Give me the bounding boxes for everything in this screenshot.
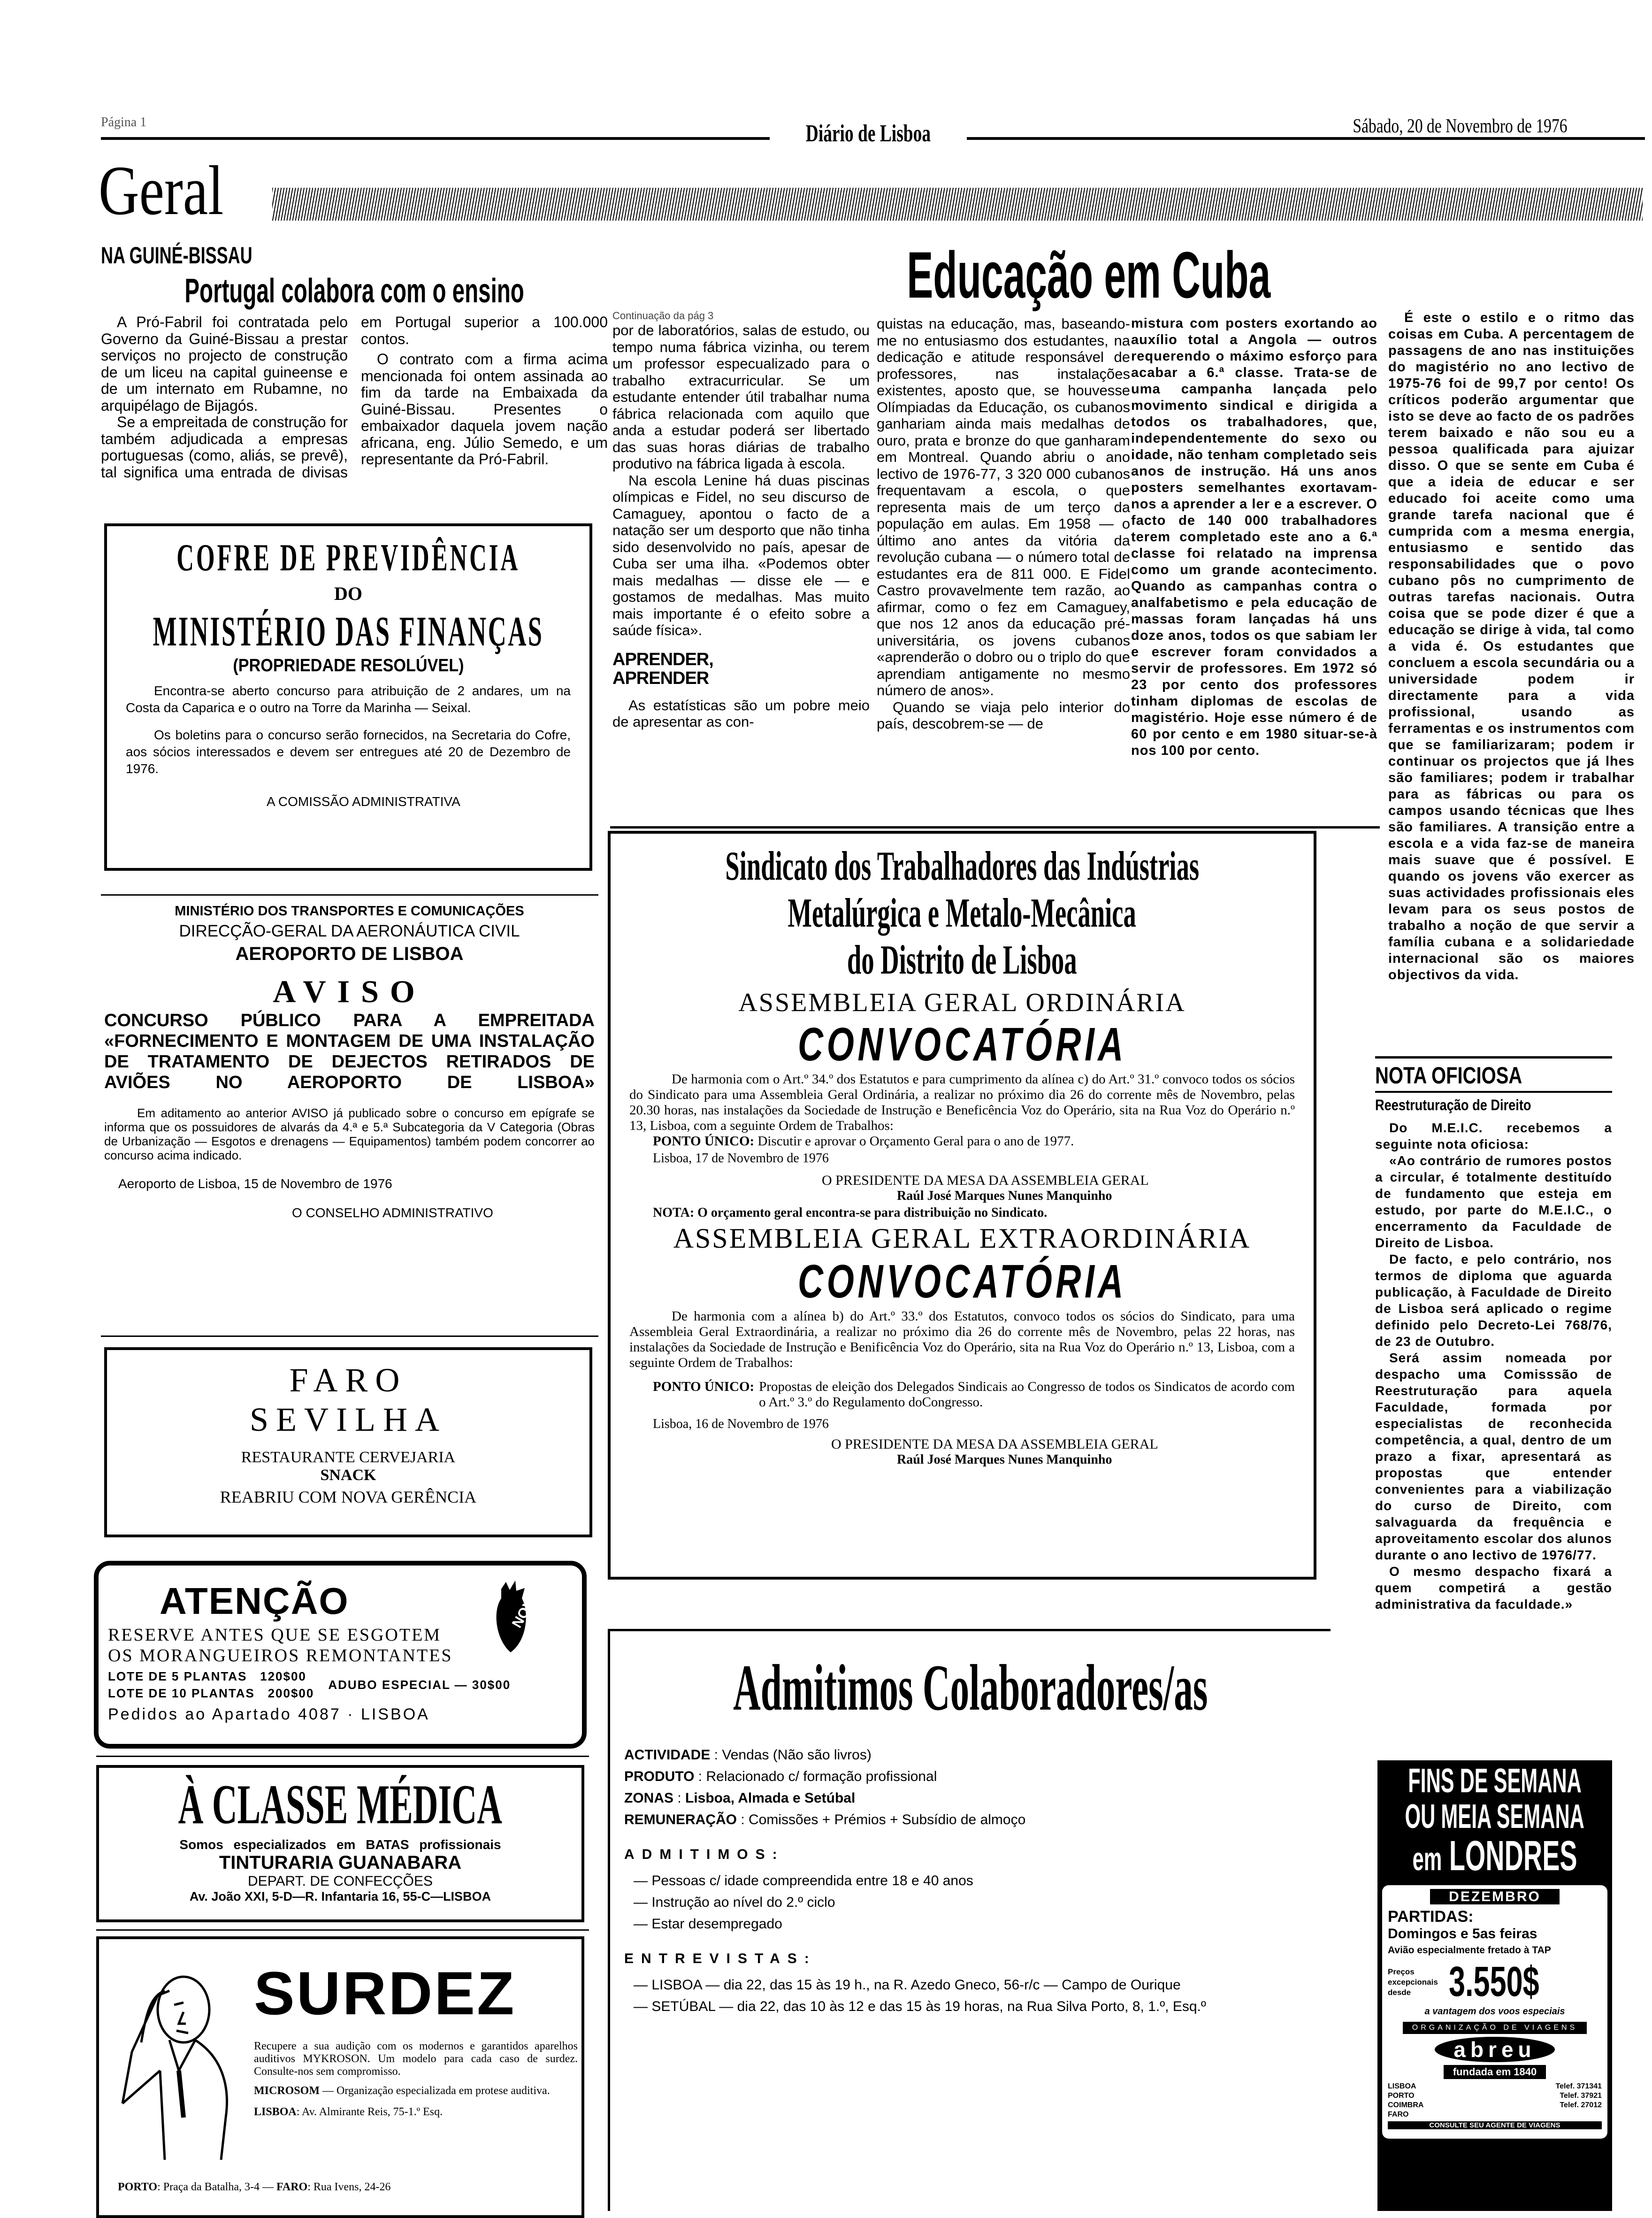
address: : Praça da Batalha, 3-4 — [157, 2181, 276, 2193]
guine-paragraph: Se a empreitada de construção for também adjudicada a empresas portuguesas (como, aliás, se prevê), tal significa uma entrada de divisas em Portugal superior a 100.000 contos. [101, 314, 608, 481]
faro-line: FARO [289, 1361, 407, 1399]
londres-days: Domingos e 5as feiras [1388, 1926, 1537, 1942]
cuba-title [873, 237, 1305, 313]
faro-snack: SNACK [320, 1466, 376, 1484]
column-rule [610, 826, 1380, 829]
ad-divider [101, 1335, 598, 1337]
cofre-ad [104, 523, 592, 871]
extraordinary-agenda [653, 1379, 1295, 1410]
office-city: PORTO [1388, 2092, 1415, 2100]
cuba-paragraph: As estatísticas são um pobre meio de apresentar as con- [612, 697, 870, 730]
ponto-label: PONTO ÚNICO: [653, 1379, 755, 1394]
lot-label: LOTE DE 10 PLANTAS [108, 1686, 255, 1700]
city-label: PORTO [118, 2181, 158, 2193]
sindicato-ad [608, 831, 1316, 1580]
president-name: Raúl José Marques Nunes Manquinho [897, 1189, 1112, 1203]
londres-price-label: Preços excepcionais desde [1388, 1967, 1438, 1997]
atencao-line: OS MORANGUEIROS REMONTANTES [108, 1646, 453, 1665]
cuba-column-2 [877, 315, 1130, 732]
office-row [1388, 2110, 1602, 2119]
field-value: Comissões + Prémios + Subsídio de almoço [749, 1812, 1026, 1827]
field-value: Vendas (Não são livros) [722, 1747, 872, 1763]
sindicato-title: Sindicato dos Trabalhadores das Indústrias [725, 844, 1199, 889]
job-field: ZONAS : Lisboa, Almada e Setúbal [624, 1790, 856, 1806]
ponto-label: PONTO ÚNICO: [653, 1134, 755, 1149]
field-value: Lisboa, Almada e Setúbal [685, 1790, 856, 1806]
sindicato-title: Metalúrgica e Metalo-Mecânica [788, 890, 1137, 936]
aeroporto-direction: DIRECÇÃO-GERAL DA AERONÁUTICA CIVIL [179, 922, 520, 940]
surdez-title: SURDEZ [254, 1959, 516, 2027]
office-row [1388, 2091, 1602, 2101]
cuba-paragraph: por de laboratórios, salas de estudo, ou tempo numa fábrica vizinha, ou terem um professor especualizado para o trabalho extracurricular. Se um estudante entender útil trabalhar numa fábrica relacionada com aquilo que anda a estudar poderá ser libertado das suas horas diárias de trabalho produtivo na fábrica ligada à escola. [612, 322, 870, 472]
abreu-founded: fundada em 1840 [1444, 2065, 1546, 2079]
ordinary-agenda [653, 1134, 1295, 1149]
londres-footer: CONSULTE SEU AGENTE DE VIAGENS [1388, 2121, 1602, 2129]
londres-price: 3.550$ [1449, 1958, 1539, 2005]
aviso-body: Em aditamento ao anterior AVISO já publicado sobre o concurso em epígrafe se informa que os possuidores de alvarás da 4.ª e 5.ª Subcategoria da V Categoria (Obras de Urbanização — Esgotos e drenagens — Equipamentos) também podem concorrer ao concurso acima indicado. [104, 1106, 595, 1162]
address: : Av. Almirante Reis, 75-1.º Esq. [296, 2106, 443, 2118]
office-phone: Telef. 37921 [1560, 2092, 1602, 2100]
atencao-orders: Pedidos ao Apartado 4087 · LISBOA [108, 1705, 430, 1723]
nota-paragraph: «Ao contrário de rumores postos a circular, é totalmente destituído de fundamento que esteja em estudo, por parte do M.E.I.C., o encerramento da Faculdade de Direito de Lisboa. [1375, 1153, 1612, 1250]
atencao-title: ATENÇÃO [160, 1580, 349, 1622]
londres-line: OU MEIA SEMANA [1405, 1798, 1585, 1835]
sindicato-nota: NOTA: O orçamento geral encontra-se para distribuição no Sindicato. [653, 1205, 1048, 1220]
nota-paragraph: De facto, e pelo contrário, nos termos de diploma que aguarda publicação, à Faculdade de Direito de Lisboa será aplicado o regime definido pelo Decreto-Lei 768/76, de 23 de Outubro. [1375, 1252, 1612, 1349]
job-field: REMUNERAÇÃO : Comissões + Prémios + Subsídio de almoço [624, 1812, 1026, 1827]
office-city: FARO [1388, 2111, 1409, 2118]
cuba-paragraph: quistas na educação, mas, baseando-me no entusiasmo dos estudantes, na dedicação e atitude responsável de professores, nas instalações existentes, aposto que, se houvesse Olímpiadas da Educação, os cubanos ganhariam ainda mais medalhas de ouro, prata e bronze do que ganharam em Montreal. Quando abriu o ano lectivo de 1976-77, 3 320 000 cubanos frequentavam a escola, o que representa mais de um terço da população em aulas. Em 1958 — o último ano antes da vitória da revolução cubana — o número total de estudantes era de 811 000. E Fidel Castro provavelmente tem razão, ao afirmar, como o fez em Camaguey, que nos 12 anos da educação pré-universitária, os jovens cubanos «aprenderão o dobro ou o triplo do que aprendiam antigamente no mesmo número de anos». [877, 315, 1130, 698]
admit-heading: ADMITIMOS: [624, 1847, 785, 1862]
office-row [1388, 2101, 1602, 2110]
cofre-paragraph: Os boletins para o concurso serão fornecidos, na Secretaria do Cofre, aos sócios interessados e devem ser entregues até 20 de Dezembro de 1976. [126, 728, 571, 776]
field-label: ACTIVIDADE [624, 1747, 711, 1763]
cuba-column-1 [612, 310, 870, 730]
ad-divider [96, 1756, 589, 1757]
ordinary-date: Lisboa, 17 de Novembro de 1976 [653, 1151, 829, 1166]
nota-paragraph: Será assim nomeada por despacho uma Comisssão de Reestruturação para aquela Faculdade, formada por especialistas de reconhecida competência, a qual, dentro de um prazo a fixar, apresentará as propostas que entender convenientes para a viabilização do curso de Direito, com salvaguarda da frequência e aproveitamento escolar dos alunos durante o ano lectivo de 1976/77. [1375, 1351, 1612, 1562]
office-phone: Telef. 27012 [1560, 2101, 1602, 2109]
city-label: FARO [276, 2181, 308, 2193]
cuba-subhead: APRENDER, APRENDER [612, 649, 713, 688]
masthead [770, 120, 967, 147]
cofre-title: COFRE DE PREVIDÊNCIA [176, 536, 520, 579]
ad-divider [101, 894, 598, 896]
atencao-ad [94, 1561, 587, 1749]
extraordinary-body: De harmonia com a alínea b) do Art.º 33.º dos Estatutos, convoco todos os sócios do Sindicato, para uma Assembleia Geral Extraordinária, a realizar no próximo dia 26 do corrente mês de Novembro, pelas 22 horas, nas instalações da Sociedade de Instrução e Benificência Voz do Operário, sita na Rua Voz do Operário n.º 13, Lisboa, com a seguinte Ordem de Trabalhos: [629, 1309, 1295, 1370]
issue-date-text: Sábado, 20 de Novembro de 1976 [1353, 115, 1568, 137]
cofre-paragraph: Encontra-se aberto concurso para atribuição de 2 andares, um na Costa da Caparica e o outro na Torre da Marinha — Seixal. [126, 683, 571, 715]
masthead-title: Diário de Lisboa [805, 120, 931, 147]
adubo-price: ADUBO ESPECIAL — 30$00 [328, 1677, 511, 1692]
aviso-headline: CONCURSO PÚBLICO PARA A EMPREITADA «FORNECIMENTO E MONTAGEM DE UMA INSTALAÇÃO DE TRATAMENTO DE DEJECTOS RETIRADOS DE AVIÕES NO AEROPORTO DE LISBOA» [104, 1011, 595, 1092]
field-label: ZONAS [624, 1790, 673, 1806]
job-field: ACTIVIDADE : Vendas (Não são livros) [624, 1747, 872, 1763]
issue-date [1305, 115, 1568, 138]
cofre-subtitle: (PROPRIEDADE RESOLÚVEL) [232, 656, 464, 675]
interview-heading: ENTREVISTAS: [624, 1951, 817, 1966]
faro-reopened: REABRIU COM NOVA GERÊNCIA [220, 1488, 477, 1506]
address: : Rua Ivens, 24-26 [307, 2181, 391, 2193]
londres-tagline: a vantagem dos voos especiais [1424, 2006, 1565, 2017]
londres-em: em [1412, 1841, 1442, 1877]
cofre-ministry: MINISTÉRIO DAS FINANÇAS [153, 608, 544, 655]
president-name: Raúl José Marques Nunes Manquinho [897, 1452, 1112, 1467]
agenda-text: Discutir e aprovar o Orçamento Geral para o ano de 1977. [757, 1134, 1074, 1149]
interview-text: LISBOA — dia 22, das 15 às 19 h., na R. Azedo Gneco, 56-r/c — Campo de Ourique [651, 1977, 1181, 1993]
office-row [1388, 2082, 1602, 2091]
ordinary-assembly-title: ASSEMBLEIA GERAL ORDINÁRIA [738, 988, 1186, 1017]
job-field: PRODUTO : Relacionado c/ formação profissional [624, 1769, 937, 1784]
guine-paragraph: A Pró-Fabril foi contratada pelo Governo da Guiné-Bissau a prestar serviços no projecto de construção de um liceu na capital guineense e de um internato em Rubamne, no arquipélago de Bijagós. [101, 314, 348, 414]
cuba-paragraph: mistura com posters exortando ao auxílio total a Angola — outros requerendo o máximo esforço para acabar a 6.ª classe. Trata-se de uma campanha lançada pelo movimento sindical e dirigida a todos os trabalhadores, que, independentemente do sexo ou idade, não tenham completado seis anos de instrução. Há uns anos posters semelhantes exortavam-nos a aprender a ler e a escrever. O facto de 140 000 trabalhadores terem completado este ano a 6.ª classe foi relatado na imprensa como um grande acontecimento. Quando as campanhas contra o analfabetismo e pela educação de massas foram lançadas há uns doze anos, todos os que sabiam ler e escrever foram convidados a servir de professores. Em 1972 só 23 por cento dos professores tinham diplomas de escolas de magistério. Hoje esse número é de 60 por cento e em 1980 situar-se-à nos 100 por cento. [1131, 316, 1377, 758]
convocatoria-heading: CONVOCATÓRIA [797, 1255, 1127, 1308]
surdez-paragraph [254, 2085, 578, 2097]
ordinary-body: De harmonia com o Art.º 34.º dos Estatutos e para cumprimento da alínea c) do Art.º 31.º convoco todos os sócios do Sindicato para uma Assembleia Geral Ordinária, a realizar no próximo dia 26 do corrente mês de Novembro, pelas 20.30 horas, nas instalações da Sociedade de Instrução e Beneficência Voz do Operário, sita na Rua Voz do Operário n.º 13, Lisboa, com a seguinte Ordem de Trabalhos: [629, 1072, 1295, 1133]
londres-city: LONDRES [1449, 1833, 1577, 1880]
field-label: PRODUTO [624, 1769, 695, 1784]
classe-medica-title: À CLASSE MÉDICA [178, 1773, 503, 1835]
agenda-text: Propostas de eleição dos Delegados Sindicais ao Congresso de todos os Sindicatos de acordo com o Art.º 3.º do Regulamento doCongresso. [759, 1379, 1295, 1410]
cofre-title-do: DO [334, 583, 362, 604]
interview-text: SETÚBAL — dia 22, das 10 às 12 e das 15 às 19 horas, na Rua Silva Porto, 8, 1.º, Esq.º [651, 1999, 1206, 2014]
lot-price: 120$00 [260, 1669, 306, 1683]
section-title-text: Geral [99, 152, 224, 230]
deaf-man-illustration-icon [113, 1963, 254, 2160]
londres-travel-ad [1377, 1760, 1612, 2211]
president-title: O PRESIDENTE DA MESA DA ASSEMBLEIA GERAL [822, 1173, 1149, 1188]
londres-org: ORGANIZAÇÃO DE VIAGENS [1403, 2022, 1587, 2034]
field-value: Relacionado c/ formação profissional [706, 1769, 937, 1784]
sindicato-title: do Distrito de Lisboa [847, 937, 1077, 983]
classe-medica-ad [96, 1765, 584, 1922]
cuba-title-text: Educação em Cuba [907, 238, 1271, 312]
aviso-dateline: Aeroporto de Lisboa, 15 de Novembro de 1976 [118, 1176, 392, 1191]
guine-kicker: NA GUINÉ-BISSAU [101, 242, 252, 269]
extraordinary-assembly-title: ASSEMBLEIA GERAL EXTRAORDINÁRIA [673, 1223, 1251, 1254]
novo-badge: NOVO [509, 1587, 543, 1631]
admit-item-text: Estar desempregado [651, 1916, 782, 1932]
admitimos-title: Admitimos Colaboradores/as [733, 1651, 1208, 1724]
aviso-signature: O CONSELHO ADMINISTRATIVO [292, 1205, 493, 1220]
ad-divider [96, 1929, 589, 1931]
guine-article [101, 242, 608, 481]
cuba-paragraph: É este o estilo e o ritmo das coisas em Cuba. A percentagem de passagens de ano nas instituições do magistério no ano lectivo de 1975-76 foi de 99,7 por cento! Os críticos poderão argumentar que isto se deve ao facto de os padrões terem baixado e não sou eu a pessoa qualificada para ajuizar disso. O que se sente em Cuba é que a ideia de educar e ser educado foi aceite como uma grande tarefa nacional que é cumprida com a mesma energia, entusiasmo e sentido das responsabilidades que o povo cubano pôs no cumprimento de outras tarefas nacionais. Outra coisa que se pode dizer é que a educação se dirige à vida, tal como a vida é. Os estudantes que concluem a escola secundária ou a universidade podem ir directamente para a vida profissional, usando as ferramentas e os instrumentos com que se familiarizaram; podem ir continuar os projectos que já lhes são familiares; podem ir trabalhar para as fábricas ou para os campos usando técnicas que lhes são familiares. A transição entre a escola e a vida faz-se de maneira mais suave que é possível. E quando os jovens vão exercer as suas actividades profissionais eles levam para os seus postos de trabalho a noção de que servir a família cubana e a solidariedade internacional são os maiores objectivos da vida. [1388, 310, 1635, 982]
guine-body [101, 314, 608, 481]
cuba-paragraph: Na escola Lenine há duas piscinas olímpicas e Fidel, no seu discurso de Camaguey, apontou o facto de a natação ser um desporto que não tinha sido desenvolvido no país, apesar de Cuba ser uma ilha. «Podemos obter mais medalhas — disse ele — e gostamos de medalhas. Mas muito mais importante é o efeito sobre a saúde física». [612, 472, 870, 638]
abreu-logo: abreu [1435, 2037, 1554, 2062]
surdez-ad [96, 1936, 584, 2218]
aeroporto-notice [104, 904, 595, 1220]
continuation-note: Continuação da pág 3 [612, 310, 714, 322]
faro-ad [104, 1347, 592, 1537]
field-label: REMUNERAÇÃO [624, 1812, 737, 1827]
sevilha-line: SEVILHA [250, 1401, 447, 1438]
medica-address: Av. João XXI, 5-D—R. Infantaria 16, 55-C—LISBOA [189, 1889, 491, 1903]
londres-month: DEZEMBRO [1430, 1889, 1560, 1904]
nota-top-rule [1375, 1056, 1612, 1059]
londres-departures: PARTIDAS: [1388, 1908, 1474, 1926]
city-label: LISBOA [254, 2106, 297, 2118]
strawberry-icon [492, 1580, 543, 1655]
nota-oficiosa [1375, 1062, 1612, 1612]
medica-line: Somos especializados em BATAS profissionais [179, 1837, 501, 1852]
surdez-lisboa [254, 2106, 578, 2118]
microsom-text: — Organização especializada em protese auditiva. [320, 2085, 550, 2097]
admit-item-text: Pessoas c/ idade compreendida entre 18 e 40 anos [651, 1873, 973, 1888]
nota-paragraph: Do M.E.I.C. recebemos a seguinte nota oficiosa: [1375, 1121, 1612, 1151]
interview-item: — LISBOA — dia 22, das 15 às 19 h., na R. Azedo Gneco, 56-r/c — Campo de Ourique [634, 1974, 1291, 1996]
admit-item: — Pessoas c/ idade compreendida entre 18 e 40 anos [634, 1873, 973, 1888]
surdez-paragraph: Recupere a sua audição com os modernos e garantidos aparelhos auditivos MYKROSON. Um modelo para cada caso de surdez. Consulte-nos sem compromisso. [254, 2040, 578, 2078]
admitimos-ad [608, 1629, 1331, 2211]
cuba-column-4 [1388, 310, 1635, 983]
londres-line: FINS DE SEMANA [1408, 1762, 1582, 1800]
lot-price: 200$00 [268, 1686, 314, 1700]
aeroporto-name: AEROPORTO DE LISBOA [235, 944, 464, 964]
aviso-heading: AVISO [273, 974, 426, 1009]
office-city: LISBOA [1388, 2082, 1416, 2090]
medica-department: DEPART. DE CONFECÇÕES [248, 1873, 433, 1889]
admit-item: — Estar desempregado [634, 1916, 782, 1932]
extraordinary-date: Lisboa, 16 de Novembro de 1976 [653, 1417, 829, 1431]
guine-paragraph: O contrato com a firma acima mencionada foi ontem assinada ao fim da tarde na Embaixada da Guiné-Bissau. Presentes o embaixador daquela jovem nação africana, eng. Júlio Semedo, e um representante da Pró-Fabril. [361, 351, 608, 468]
aeroporto-ministry: MINISTÉRIO DOS TRANSPORTES E COMUNICAÇÕES [175, 904, 524, 919]
londres-plane: Avião especialmente fretado à TAP [1388, 1945, 1551, 1956]
admit-item: — Instrução ao nível do 2.º ciclo [634, 1895, 835, 1910]
nota-title: NOTA OFICIOSA [1375, 1062, 1522, 1089]
page-number: Página 1 [101, 115, 147, 130]
section-hatch-bar [272, 188, 1643, 221]
president-title: O PRESIDENTE DA MESA DA ASSEMBLEIA GERAL [831, 1436, 1158, 1452]
atencao-line: RESERVE ANTES QUE SE ESGOTEM [108, 1625, 442, 1645]
office-phone: Telef. 371341 [1555, 2082, 1602, 2090]
cuba-column-3 [1131, 315, 1377, 759]
interview-item: — SETÚBAL — dia 22, das 10 às 12 e das 15 às 19 horas, na Rua Silva Porto, 8, 1.º, Esq.º [634, 1996, 1291, 2018]
faro-restaurant: RESTAURANTE CERVEJARIA [241, 1449, 456, 1466]
medica-company: TINTURARIA GUANABARA [219, 1852, 462, 1873]
microsom-label: MICROSOM [254, 2085, 320, 2097]
admit-item-text: Instrução ao nível do 2.º ciclo [651, 1895, 835, 1910]
guine-title: Portugal colabora com o ensino [184, 272, 524, 310]
nota-paragraph: O mesmo despacho fixará a quem competirá a gestão administrativa da faculdade.» [1375, 1564, 1612, 1612]
cuba-paragraph: Quando se viaja pelo interior do país, descobrem-se — de [877, 698, 1130, 732]
section-title [99, 150, 286, 231]
job-details [624, 1744, 1316, 1831]
lot-label: LOTE DE 5 PLANTAS [108, 1669, 247, 1683]
nota-subtitle: Reestruturação de Direito [1375, 1097, 1531, 1113]
convocatoria-heading: CONVOCATÓRIA [797, 1018, 1127, 1071]
cofre-signature: A COMISSÃO ADMINISTRATIVA [267, 794, 460, 809]
surdez-porto-faro [118, 2181, 391, 2194]
office-city: COIMBRA [1388, 2101, 1424, 2109]
